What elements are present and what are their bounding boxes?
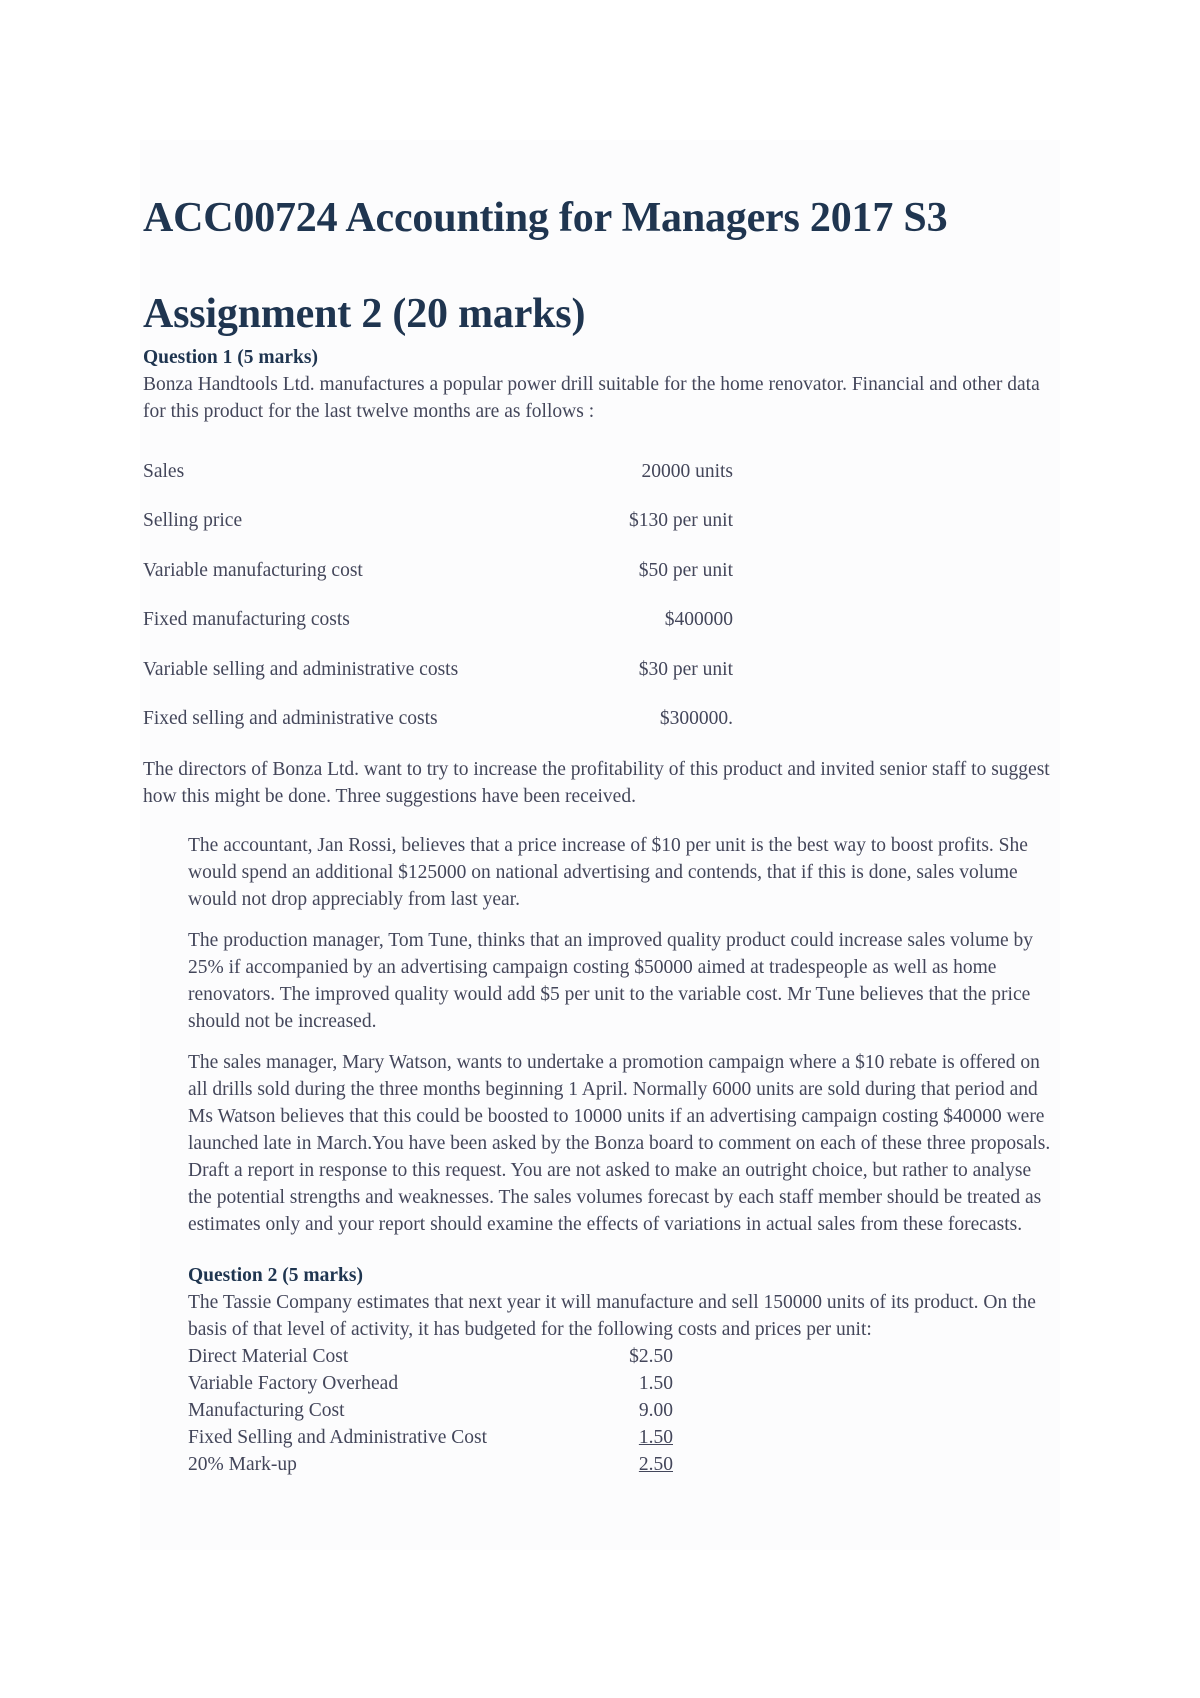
cost-label: 20% Mark-up — [188, 1454, 297, 1475]
cost-row — [188, 1343, 673, 1370]
row-value: $300000. — [659, 708, 733, 730]
row-value: $50 per unit — [638, 559, 733, 581]
cost-label: Fixed Selling and Administrative Cost — [188, 1427, 487, 1448]
cost-value: 1.50 — [638, 1373, 673, 1394]
question-1-paragraph: The directors of Bonza Ltd. want to try to increase the profitability of this product and invited senior staff to suggest how this might be done. Three suggestions have been received. — [143, 759, 1050, 807]
suggestion-production-manager: The production manager, Tom Tune, thinks that an improved quality product could increase sales volume by 25% if accompanied by an advertising campaign costing $50000 aimed at tradespeople as well as home renovators. The improved quality would add $5 per unit to the variable cost. Mr Tune believes that the price should not be increased. — [188, 930, 1034, 1032]
suggestion-sales-manager: The sales manager, Mary Watson, wants to undertake a promotion campaign where a $10 rebate is offered on all drills sold during the three months beginning 1 April. Normally 6000 units are sold during that period and Ms Watson believes that this could be boosted to 10000 units if an advertising campaign costing $40000 were launched late in March.You have been asked by the Bonza board to comment on each of these three proposals. Draft a report in response to this request. You are not asked to make an outright choice, but rather to analyse the potential strengths and weaknesses. The sales volumes forecast by each staff member should be treated as estimates only and your report should examine the effects of variations in actual sales from these forecasts. — [188, 1052, 1051, 1235]
data-row — [143, 447, 753, 497]
document-title: ACC00724 Accounting for Managers 2017 S3 — [143, 195, 948, 241]
row-label: Sales — [143, 460, 185, 482]
cost-row — [188, 1451, 673, 1478]
cost-value: 1.50 — [638, 1427, 673, 1448]
row-label: Variable selling and administrative costs — [143, 658, 459, 680]
data-row — [143, 497, 753, 547]
cost-label: Manufacturing Cost — [188, 1400, 345, 1421]
question-2-intro: The Tassie Company estimates that next year it will manufacture and sell 150000 units of its product. On the basis of that level of activity, it has budgeted for the following costs and prices per unit: — [188, 1292, 1036, 1340]
question-2-heading: Question 2 (5 marks) — [188, 1265, 363, 1286]
cost-label: Direct Material Cost — [188, 1346, 349, 1367]
row-value: $30 per unit — [638, 658, 733, 680]
question-1-data-table — [143, 447, 753, 744]
row-value: $400000 — [664, 609, 733, 631]
data-row — [143, 645, 753, 695]
assignment-heading: Assignment 2 (20 marks) — [143, 291, 586, 337]
suggestions-block — [188, 832, 1058, 1478]
data-row — [143, 596, 753, 646]
cost-row — [188, 1397, 673, 1424]
row-label: Fixed manufacturing costs — [143, 609, 350, 631]
document-content — [143, 180, 1058, 1478]
data-row — [143, 546, 753, 596]
data-row — [143, 695, 753, 745]
cost-row — [188, 1370, 673, 1397]
question-1-heading: Question 1 (5 marks) — [143, 347, 318, 368]
suggestion-accountant: The accountant, Jan Rossi, believes that a price increase of $10 per unit is the best way to boost profits. She would spend an additional $125000 on national advertising and contends, that if this is done, sales volume would not drop appreciably from last year. — [188, 835, 1028, 910]
cost-value: $2.50 — [629, 1346, 673, 1367]
cost-row — [188, 1424, 673, 1451]
row-label: Fixed selling and administrative costs — [143, 708, 438, 730]
row-value: 20000 units — [641, 460, 733, 482]
row-label: Variable manufacturing cost — [143, 559, 363, 581]
cost-value: 2.50 — [638, 1454, 673, 1475]
row-value: $130 per unit — [629, 510, 733, 532]
question-1-intro: Bonza Handtools Ltd. manufactures a popular power drill suitable for the home renovator. Financial and other data for this product for the last twelve months are as follows : — [143, 374, 1040, 422]
question-2-section — [188, 1262, 1058, 1478]
cost-value: 9.00 — [638, 1400, 673, 1421]
question-2-cost-table — [188, 1343, 673, 1478]
cost-label: Variable Factory Overhead — [188, 1373, 399, 1394]
row-label: Selling price — [143, 510, 243, 532]
